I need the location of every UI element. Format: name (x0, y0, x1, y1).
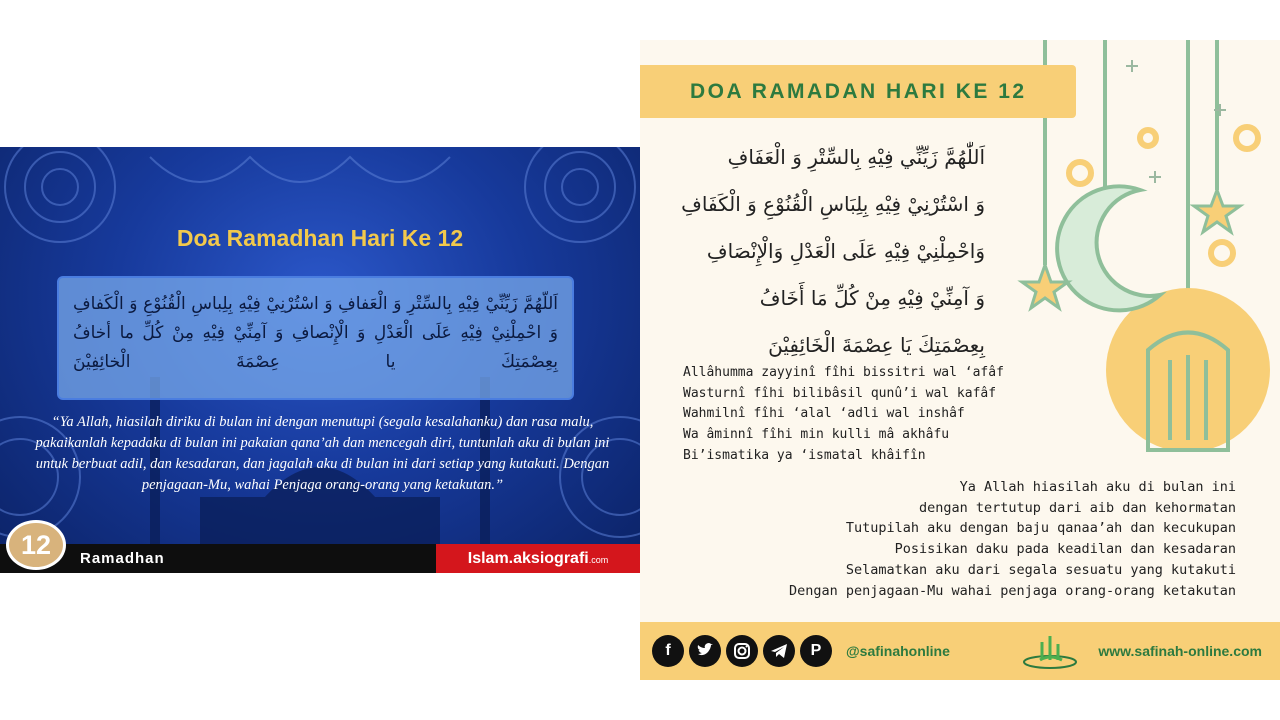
left-footer-bar (0, 544, 640, 573)
social-handle[interactable]: @safinahonline (846, 643, 950, 659)
footer-label: Ramadhan (80, 550, 165, 567)
latin-line: Wa âminnî fîhi min kulli mâ akhâfu (683, 427, 950, 443)
latin-line: Wasturnî fîhi bilibâsil qunû’i wal kafâf (683, 385, 997, 401)
translation-text: “Ya Allah, hiasilah diriku di bulan ini dengan menutupi (segala kesalahanku) dan rasa malu, pakaikanlah kepadaku di bulan ini pakaian qana’ah dan mencegah diri, tuntunlah aku di bulan ini untuk berbuat adil, dan kesadaran, dan jagalah aku di bulan ini dari setiap yang kutakuti. Dengan penjagaan-Mu, wahai Penjaga orang-orang yang ketakutan.” (35, 414, 610, 493)
right-title: DOA RAMADAN HARI KE 12 (690, 80, 1027, 103)
arabic-line: وَاحْمِلْنِيْ فِيْهِ عَلَى الْعَدْلِ وَالْإِنْصَافِ (706, 239, 985, 263)
arabic-line: اَللّٰهُمَّ زَيِّنِّي فِيْهِ بِالسِّتْرِ وَ الْعَفَافِ (727, 145, 985, 169)
translation-line: Tutupilah aku dengan baju qanaa’ah dan kecukupan (845, 520, 1236, 537)
latin-line: Wahmilnî fîhi ‘alal ‘adli wal inshâf (683, 406, 965, 422)
arabic-line: بِعِصْمَتِكَ يَا عِصْمَةَ الْخَائِفِيْنَ (768, 333, 985, 357)
safinah-logo-icon (1022, 630, 1078, 672)
left-title: Doa Ramadhan Hari Ke 12 (176, 225, 464, 251)
arabic-line: وَ اسْتُرْنِيْ فِيْهِ بِلِبَاسِ الْقُنُوْعِ وَ الْكَفَافِ (681, 192, 985, 216)
arabic-line: وَ آمِنِّيْ فِيْهِ مِنْ كُلِّ مَا أَخَافُ (759, 286, 985, 310)
right-title-bar (640, 65, 1076, 118)
pinterest-icon[interactable]: P (800, 635, 832, 667)
indonesian-translation (789, 477, 1236, 601)
right-doa-card (640, 40, 1280, 680)
latin-line: Allâhumma zayyinî fîhi bissitri wal ‘afâf (683, 365, 1004, 380)
instagram-icon[interactable] (726, 635, 758, 667)
twitter-icon[interactable] (689, 635, 721, 667)
day-badge: 12 (6, 520, 66, 570)
translation-line: Selamatkan aku dari segala sesuatu yang kutakuti (845, 561, 1236, 578)
translation-line: Dengan penjagaan-Mu wahai penjaga orang-orang ketakutan (788, 582, 1236, 599)
arabic-lines (680, 137, 985, 372)
translation-line: dengan tertutup dari aib dan kehormatan (919, 499, 1236, 516)
arabic-text-box (57, 276, 574, 400)
telegram-icon[interactable] (763, 635, 795, 667)
left-doa-card (0, 147, 640, 573)
arabic-prayer-text: اَللّهُمَّ زَيِّنِّيْ فِيْهِ بِالسِّتْرِ وَ الْعَفافِ وَ اسْتُرْنِيْ فِيْهِ بِلِباسِ الْقُنُوْعِ وَ الْكَفافِ وَ احْمِلْنِيْ فِيْهِ عَلَى الْعَدْلِ وَ الْإِنْصافِ وَ آمِنِّيْ فِيْهِ مِنْ كُلِّ ما أخافُ بِعِصْمَتِكَ يا عِصْمَةَ الْخائِفِيْنَ (73, 294, 558, 372)
facebook-icon[interactable]: f (652, 635, 684, 667)
latin-transliteration (683, 363, 1004, 467)
translation-line: Posisikan daku pada keadilan dan kesadaran (894, 541, 1236, 558)
latin-line: Bi’ismatika ya ‘ismatal khâifîn (683, 447, 926, 463)
site-name: Islam.aksiografi.com (436, 544, 640, 573)
translation-line: Ya Allah hiasilah aku di bulan ini (959, 479, 1236, 495)
website-url[interactable]: www.safinah-online.com (1098, 643, 1262, 659)
right-footer-bar (640, 622, 1280, 680)
